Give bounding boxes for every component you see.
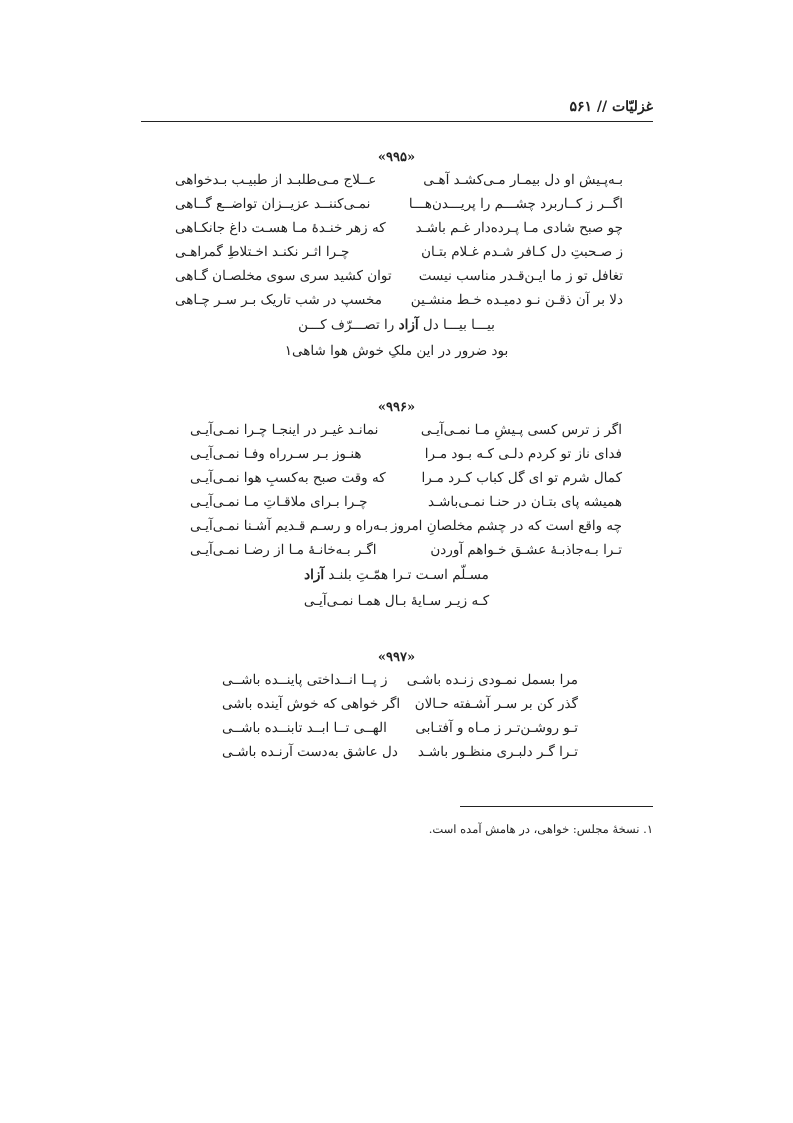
second-hemistich: ز پــا انــداختی پاینــده باشــی	[222, 672, 388, 688]
verse-row	[175, 217, 623, 239]
poet-name: آزاد	[304, 567, 325, 583]
second-hemistich: چـرا بـرای ملاقـاتِ مـا نمـی‌آیـی	[190, 494, 368, 510]
verse-row	[190, 491, 622, 513]
closing-verse-first	[0, 564, 793, 586]
first-hemistich: تـرا گـر دلبـری منظـور باشـد	[417, 744, 578, 760]
closing-text: مسـلّم اسـت تـرا همّـتِ بلنـد	[324, 567, 489, 583]
verse-row	[190, 467, 622, 489]
verse-row	[190, 419, 622, 441]
verse-row	[175, 265, 623, 287]
first-hemistich: گذر کن بر سـر آشـفته حـالان	[414, 696, 578, 712]
second-hemistich: هنـوز بـر سـرراه وفـا نمـی‌آیـی	[190, 446, 362, 462]
first-hemistich: اگر ز ترس کسی پـیشِ مـا نمـی‌آیـی	[420, 422, 622, 438]
verse-row	[175, 169, 623, 191]
first-hemistich: چه واقع است که در چشم مخلصانِ امروز	[390, 518, 622, 534]
header-rule	[141, 121, 653, 122]
footnote: ۱. نسخهٔ مجلس: خواهی، در هامش آمده است.	[428, 822, 653, 836]
first-hemistich: تغافل تو ز ما ایـن‌قـدر مناسب نیست	[418, 268, 623, 284]
second-hemistich: که زهر خنـدهٔ مـا هسـت داغ جانکـاهی	[175, 220, 386, 236]
first-hemistich: چو صبح شادی مـا پـرده‌دار غـم باشـد	[415, 220, 623, 236]
footnote-rule	[460, 806, 653, 807]
poem-number: «۹۹۵»	[377, 150, 416, 165]
first-hemistich: بـه‌پـیش او دل بیمـار مـی‌کشـد آهـی	[423, 172, 623, 188]
second-hemistich: اگـر بـه‌خانـهٔ مـا از رضـا نمـی‌آیـی	[190, 542, 377, 558]
closing-verse-first	[0, 314, 793, 336]
second-hemistich: که وقت صبح به‌کسبِ هوا نمـی‌آیـی	[190, 470, 386, 486]
verse-row	[222, 741, 578, 763]
second-hemistich: نمـی‌کننــد عزیــزان تواضــع گــاهی	[175, 196, 371, 212]
closing-verse-second: کـه زیـر سـایهٔ بـال همـا نمـی‌آیـی	[303, 593, 490, 609]
closing-verse-second: بود ضرور در این ملکِ خوش هوا شاهی۱	[284, 343, 509, 359]
first-hemistich: تـو روشـن‌تـر ز مـاه و آفتـابی	[415, 720, 578, 736]
closing-text: بیـــا بیـــا دل	[418, 317, 495, 333]
first-hemistich: مرا بسمل نمـودی زنـده باشـی	[406, 672, 578, 688]
first-hemistich: کمال شرم تو ای گل کباب کـرد مـرا	[421, 470, 622, 486]
running-head: غزلیّات // ۵۶۱	[569, 99, 653, 115]
verse-row	[175, 193, 623, 215]
poem-number: «۹۹۷»	[377, 650, 416, 665]
second-hemistich: عــلاج مـی‌طلبـد از طبیـب بـدخواهی	[175, 172, 377, 188]
second-hemistich: چـرا اثـر نکنـد اخـتلاطِ گمراهـی	[175, 244, 350, 260]
poet-name: آزاد	[398, 317, 419, 333]
verse-row	[175, 241, 623, 263]
first-hemistich: اگــر ز کــاربرد چشـــم را پریـــدن‌هـــا	[408, 196, 623, 212]
first-hemistich: تـرا بـه‌جاذبـهٔ عشـق خـواهم آوردن	[430, 542, 622, 558]
second-hemistich: مخسپ در شب تاریک بـر سـر چـاهی	[175, 292, 382, 308]
poem-number: «۹۹۶»	[377, 400, 416, 415]
first-hemistich: ز صـحبتِ دل کـافر شـدم غـلام بتـان	[421, 244, 623, 260]
second-hemistich: توان کشید سری سوی مخلصـان گـاهی	[175, 268, 392, 284]
verse-row	[222, 693, 578, 715]
second-hemistich: بـه‌راه و رسـم قـدیم آشـنا نمـی‌آیـی	[190, 518, 388, 534]
verse-row	[222, 669, 578, 691]
first-hemistich: دلا بر آن ذقـن نـو دمیـده خـط منشـین	[410, 292, 623, 308]
verse-row	[175, 289, 623, 311]
verse-row	[190, 539, 622, 561]
second-hemistich: الهــی تــا ابــد تابنــده باشــی	[222, 720, 387, 736]
verse-row	[190, 443, 622, 465]
verse-row	[222, 717, 578, 739]
second-hemistich: اگر خواهی که خوش آینده باشی	[222, 696, 401, 712]
second-hemistich: دل عاشق به‌دست آرنـده باشـی	[222, 744, 398, 760]
closing-text: را تصـــرّف کـــن	[298, 317, 399, 333]
second-hemistich: نمانـد غیـر در اینجـا چـرا نمـی‌آیـی	[190, 422, 379, 438]
first-hemistich: همیشه پای بتـان در حنـا نمـی‌باشـد	[428, 494, 622, 510]
verse-row	[190, 515, 622, 537]
first-hemistich: فدای ناز تو کردم دلـی کـه بـود مـرا	[424, 446, 622, 462]
